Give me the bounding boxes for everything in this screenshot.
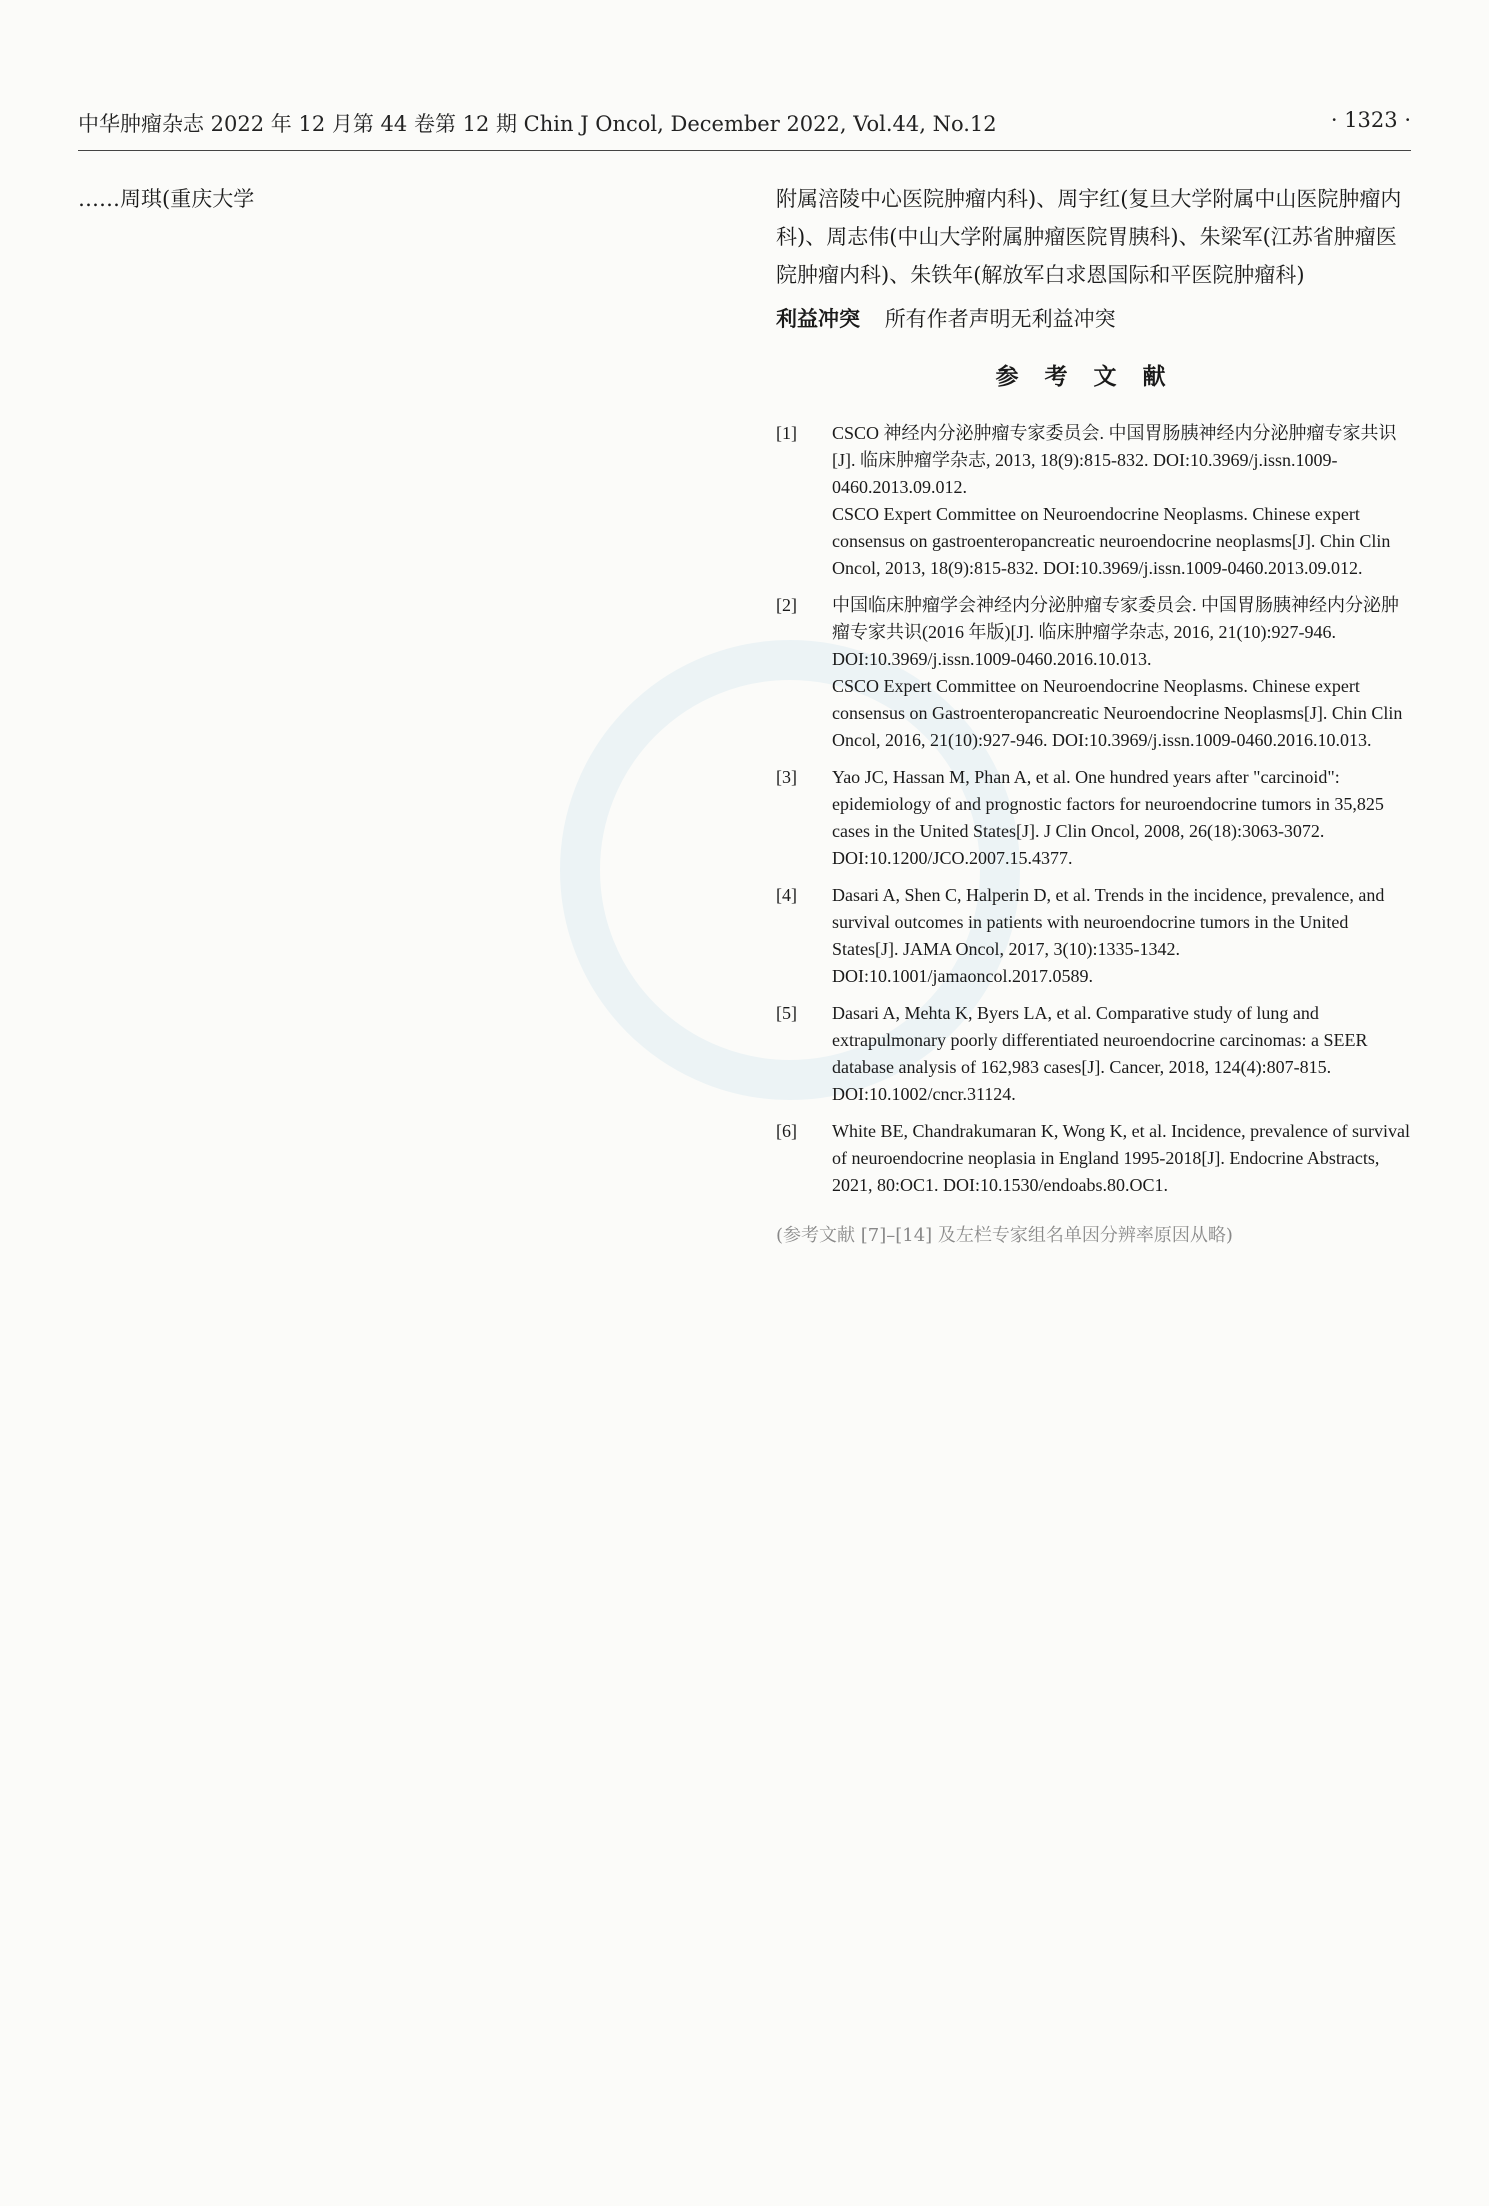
reference-number: [6] bbox=[776, 1121, 797, 1141]
header-rule bbox=[78, 150, 1411, 151]
header-page-number: · 1323 · bbox=[1330, 108, 1411, 132]
coi-text: 所有作者声明无利益冲突 bbox=[884, 307, 1116, 331]
reference-line: CSCO Expert Committee on Neuroendocrine Neoplasms. Chinese expert consensus on gastroenteropancreatic neuroendocrine neoplasms[J]. Chin Clin Oncol, 2013, 18(9):815-832. DOI:10.3969/j.issn.1009-0460.2013.09.012. bbox=[832, 504, 1391, 578]
reference-text bbox=[832, 882, 1411, 990]
running-header bbox=[78, 108, 1411, 138]
reference-text bbox=[832, 1118, 1411, 1199]
reference-item bbox=[776, 1000, 1411, 1108]
reference-line: Yao JC, Hassan M, Phan A, et al. One hundred years after "carcinoid": epidemiology of and prognostic factors for neuroendocrine tumors in 35,825 cases in the United States[J]. J Clin Oncol, 2008, 26(18):3063-3072. DOI:10.1200/JCO.2007.15.4377. bbox=[832, 767, 1384, 868]
reference-item bbox=[776, 764, 1411, 872]
reference-item bbox=[776, 882, 1411, 990]
reference-list bbox=[776, 420, 1411, 1199]
right-column bbox=[776, 180, 1411, 1255]
reference-number: [5] bbox=[776, 1003, 797, 1023]
omission-note: (参考文献 [7]–[14] 及左栏专家组名单因分辨率原因从略) bbox=[776, 1225, 1233, 1246]
reference-text bbox=[832, 592, 1411, 754]
header-journal-info: 中华肿瘤杂志 2022 年 12 月第 44 卷第 12 期 Chin J Oncol, December 2022, Vol.44, No.12 bbox=[78, 112, 997, 136]
author-list-tail: 附属涪陵中心医院肿瘤内科)、周宇红(复旦大学附属中山医院肿瘤内科)、周志伟(中山大学附属肿瘤医院胃胰科)、朱梁军(江苏省肿瘤医院肿瘤内科)、朱铁年(解放军白求恩国际和平医院肿瘤科) bbox=[776, 187, 1402, 287]
reference-number: [2] bbox=[776, 595, 797, 615]
reference-item bbox=[776, 592, 1411, 754]
reference-text bbox=[832, 1000, 1411, 1108]
reference-text bbox=[832, 420, 1411, 582]
reference-line: White BE, Chandrakumaran K, Wong K, et al. Incidence, prevalence of survival of neuroendocrine neoplasia in England 1995-2018[J]. Endocrine Abstracts, 2021, 80:OC1. DOI:10.1530/endoabs.80.OC1. bbox=[832, 1121, 1411, 1195]
left-column-tail: ……周琪(重庆大学 bbox=[78, 187, 255, 211]
reference-number: [4] bbox=[776, 885, 797, 905]
conflict-of-interest bbox=[776, 300, 1411, 338]
reference-line: CSCO 神经内分泌肿瘤专家委员会. 中国胃肠胰神经内分泌肿瘤专家共识[J]. 临床肿瘤学杂志, 2013, 18(9):815-832. DOI:10.3969/j.issn.1009-0460.2013.09.012. bbox=[832, 423, 1397, 497]
reference-line: CSCO Expert Committee on Neuroendocrine Neoplasms. Chinese expert consensus on Gastroenteropancreatic Neuroendocrine Neoplasms[J]. Chin Clin Oncol, 2016, 21(10):927-946. DOI:10.3969/j.issn.1009-0460.2016.10.013. bbox=[832, 676, 1403, 750]
coi-label: 利益冲突 bbox=[776, 306, 860, 331]
reference-item bbox=[776, 1118, 1411, 1199]
references-title: 参考文献 bbox=[995, 363, 1192, 390]
reference-line: 中国临床肿瘤学会神经内分泌肿瘤专家委员会. 中国胃肠胰神经内分泌肿瘤专家共识(2016 年版)[J]. 临床肿瘤学杂志, 2016, 21(10):927-946. DOI:10.3969/j.issn.1009-0460.2016.10.013. bbox=[832, 595, 1399, 669]
reference-item bbox=[776, 420, 1411, 582]
reference-text bbox=[832, 764, 1411, 872]
left-column bbox=[78, 180, 714, 224]
reference-number: [1] bbox=[776, 423, 797, 443]
reference-line: Dasari A, Mehta K, Byers LA, et al. Comparative study of lung and extrapulmonary poorly differentiated neuroendocrine carcinomas: a SEER database analysis of 162,983 cases[J]. Cancer, 2018, 124(4):807-815. DOI:10.1002/cncr.31124. bbox=[832, 1003, 1368, 1104]
reference-number: [3] bbox=[776, 767, 797, 787]
reference-line: Dasari A, Shen C, Halperin D, et al. Trends in the incidence, prevalence, and survival outcomes in patients with neuroendocrine tumors in the United States[J]. JAMA Oncol, 2017, 3(10):1335-1342. DOI:10.1001/jamaoncol.2017.0589. bbox=[832, 885, 1385, 986]
